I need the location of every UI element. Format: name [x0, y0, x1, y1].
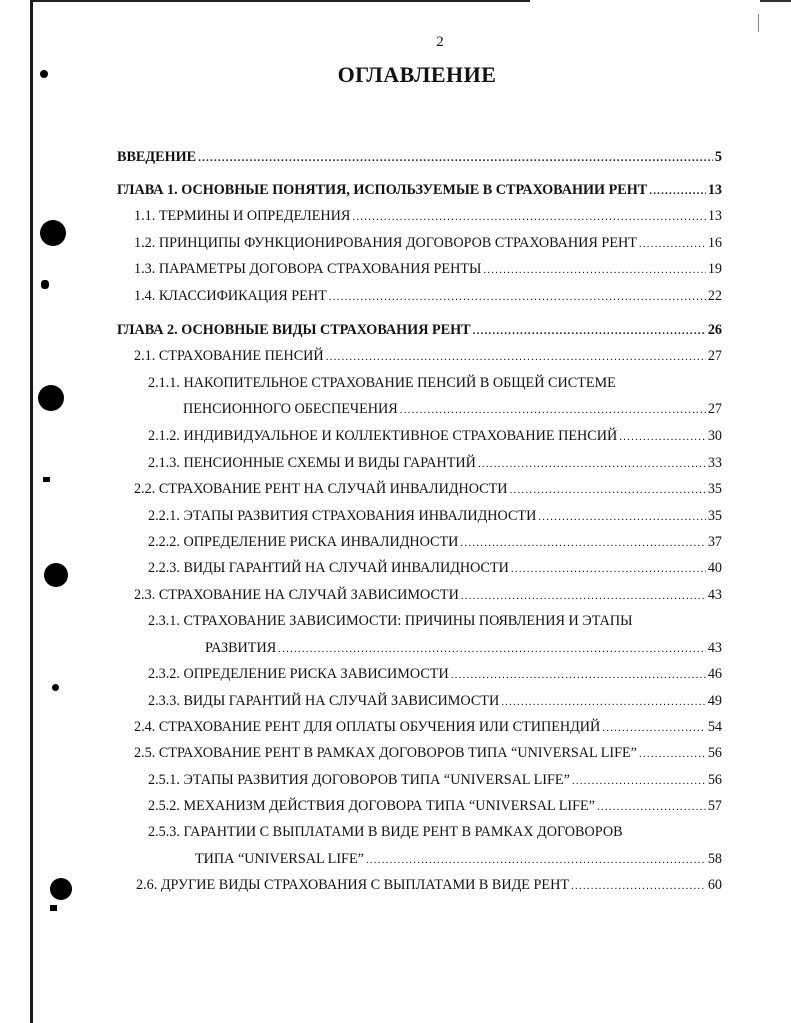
page-number: 2 — [436, 34, 444, 50]
toc-page: 49 — [707, 693, 722, 709]
toc-page: 27 — [707, 401, 722, 417]
toc-page: 40 — [707, 560, 722, 576]
toc-label: 2.5. СТРАХОВАНИЕ РЕНТ В РАМКАХ ДОГОВОРОВ ТИПА “UNIVERSAL LIFE” — [134, 745, 637, 761]
toc-label: 2.2.3. ВИДЫ ГАРАНТИЙ НА СЛУЧАЙ ИНВАЛИДНОСТИ — [148, 560, 509, 576]
toc-entry-chapter-1 — [117, 181, 722, 200]
toc-entry-1-3 — [134, 260, 722, 279]
toc-label: 2.1.3. ПЕНСИОННЫЕ СХЕМЫ И ВИДЫ ГАРАНТИЙ — [148, 455, 476, 471]
toc-leader — [511, 560, 706, 578]
scan-speck — [50, 905, 57, 911]
toc-label: ВВЕДЕНИЕ — [117, 149, 197, 165]
page-title: ОГЛАВЛЕНИЕ — [337, 62, 497, 87]
scan-edge-left — [30, 0, 33, 1023]
toc-entry-2-3 — [134, 586, 722, 605]
toc-label: 2.1.2. ИНДИВИДУАЛЬНОЕ И КОЛЛЕКТИВНОЕ СТРАХОВАНИЕ ПЕНСИЙ — [148, 428, 618, 444]
toc-entry-2-1-3 — [148, 454, 722, 473]
scan-mark-right — [758, 14, 759, 32]
toc-page: 26 — [707, 322, 722, 338]
toc-page: 30 — [707, 428, 722, 444]
punch-hole — [50, 878, 72, 900]
toc-label: 2.3.3. ВИДЫ ГАРАНТИЙ НА СЛУЧАЙ ЗАВИСИМОСТИ — [148, 693, 500, 709]
toc-page: 56 — [707, 772, 722, 788]
toc-label: 2.1. СТРАХОВАНИЕ ПЕНСИЙ — [134, 348, 324, 364]
toc-page: 22 — [707, 288, 722, 304]
toc-leader — [460, 534, 705, 552]
toc-page: 57 — [707, 798, 722, 814]
toc-page: 27 — [707, 348, 722, 364]
toc-entry-1-4 — [134, 287, 722, 306]
toc-leader — [571, 877, 706, 895]
toc-page: 58 — [707, 851, 722, 867]
toc-page: 33 — [707, 455, 722, 471]
toc-leader — [473, 322, 706, 340]
toc-label: 1.3. ПАРАМЕТРЫ ДОГОВОРА СТРАХОВАНИЯ РЕНТЫ — [134, 261, 482, 277]
toc-leader — [510, 481, 706, 499]
toc-page: 60 — [707, 877, 722, 893]
toc-entry-2-1 — [134, 347, 722, 366]
toc-page: 46 — [707, 666, 722, 682]
scan-speck — [52, 684, 59, 691]
toc-page: 19 — [707, 261, 722, 277]
toc-leader — [538, 508, 705, 526]
toc-leader — [619, 428, 706, 446]
toc-page: 13 — [707, 182, 722, 198]
toc-page: 43 — [707, 640, 722, 656]
toc-leader — [400, 401, 706, 419]
toc-page: 56 — [707, 745, 722, 761]
toc-label: 2.2. СТРАХОВАНИЕ РЕНТ НА СЛУЧАЙ ИНВАЛИДНОСТИ — [134, 481, 508, 497]
toc-leader — [597, 798, 706, 816]
toc-entry-2-2-3 — [148, 559, 722, 578]
toc-label: 1.1. ТЕРМИНЫ И ОПРЕДЕЛЕНИЯ — [134, 208, 351, 224]
toc-leader — [639, 235, 706, 253]
toc-leader — [366, 851, 706, 869]
toc-leader — [649, 182, 706, 200]
toc-entry-2-5-1 — [148, 771, 722, 790]
toc-label: ТИПА “UNIVERSAL LIFE” — [195, 851, 364, 867]
toc-entry-2-2 — [134, 480, 722, 499]
toc-entry-2-1-1-line1: 2.1.1. НАКОПИТЕЛЬНОЕ СТРАХОВАНИЕ ПЕНСИЙ В ОБЩЕЙ СИСТЕМЕ — [148, 375, 616, 391]
toc-entry-2-4 — [134, 718, 722, 737]
toc-label: 2.3.2. ОПРЕДЕЛЕНИЕ РИСКА ЗАВИСИМОСТИ — [148, 666, 449, 682]
toc-page: 35 — [707, 481, 722, 497]
toc-label: 2.2.2. ОПРЕДЕЛЕНИЕ РИСКА ИНВАЛИДНОСТИ — [148, 534, 459, 550]
toc-page: 54 — [707, 719, 722, 735]
scan-edge-top — [30, 0, 530, 2]
toc-entry-2-2-1 — [148, 507, 722, 526]
toc-leader — [483, 261, 705, 279]
toc-label: 1.4. КЛАССИФИКАЦИЯ РЕНТ — [134, 288, 327, 304]
toc-page: 16 — [707, 235, 722, 251]
toc-label: 2.5.2. МЕХАНИЗМ ДЕЙСТВИЯ ДОГОВОРА ТИПА “UNIVERSAL LIFE” — [148, 798, 595, 814]
toc-entry-2-5 — [134, 744, 722, 763]
toc-leader — [639, 745, 706, 763]
toc-leader — [198, 149, 713, 167]
toc-entry-2-3-2 — [148, 665, 722, 684]
toc-leader — [329, 288, 706, 306]
toc-entry-2-3-3 — [148, 692, 722, 711]
toc-label: 2.6. ДРУГИЕ ВИДЫ СТРАХОВАНИЯ С ВЫПЛАТАМИ В ВИДЕ РЕНТ — [136, 877, 569, 893]
toc-label: 2.5.1. ЭТАПЫ РАЗВИТИЯ ДОГОВОРОВ ТИПА “UNIVERSAL LIFE” — [148, 772, 570, 788]
toc-label: РАЗВИТИЯ — [205, 640, 277, 656]
toc-entry-2-6 — [136, 876, 722, 895]
toc-leader — [478, 455, 706, 473]
toc-entry-2-3-1-line1: 2.3.1. СТРАХОВАНИЕ ЗАВИСИМОСТИ: ПРИЧИНЫ ПОЯВЛЕНИЯ И ЭТАПЫ — [148, 613, 633, 629]
toc-leader — [278, 640, 706, 658]
toc-page: 37 — [707, 534, 722, 550]
scan-speck — [41, 280, 49, 289]
toc-leader — [461, 587, 706, 605]
toc-entry-2-3-1 — [205, 639, 722, 658]
scan-speck — [43, 477, 50, 482]
toc-leader — [602, 719, 706, 737]
toc-leader — [501, 693, 706, 711]
toc-page: 43 — [707, 587, 722, 603]
toc-label: ПЕНСИОННОГО ОБЕСПЕЧЕНИЯ — [183, 401, 398, 417]
toc-entry-2-5-2 — [148, 797, 722, 816]
toc-entry-chapter-2 — [117, 321, 722, 340]
toc-entry-2-5-3-line1: 2.5.3. ГАРАНТИИ С ВЫПЛАТАМИ В ВИДЕ РЕНТ В РАМКАХ ДОГОВОРОВ — [148, 824, 623, 840]
toc-label: 2.3. СТРАХОВАНИЕ НА СЛУЧАЙ ЗАВИСИМОСТИ — [134, 587, 459, 603]
toc-entry-intro — [117, 148, 722, 167]
toc-leader — [352, 208, 705, 226]
toc-page: 35 — [707, 508, 722, 524]
toc-entry-2-1-2 — [148, 427, 722, 446]
punch-hole — [40, 220, 66, 246]
punch-hole — [38, 385, 64, 411]
toc-leader — [451, 666, 706, 684]
toc-entry-1-1 — [134, 207, 722, 226]
toc-label: 1.2. ПРИНЦИПЫ ФУНКЦИОНИРОВАНИЯ ДОГОВОРОВ СТРАХОВАНИЯ РЕНТ — [134, 235, 637, 251]
toc-label: 2.2.1. ЭТАПЫ РАЗВИТИЯ СТРАХОВАНИЯ ИНВАЛИДНОСТИ — [148, 508, 537, 524]
toc-leader — [326, 348, 706, 366]
scan-edge-top-right — [760, 0, 791, 2]
toc-leader — [572, 772, 706, 790]
punch-hole — [44, 563, 68, 587]
toc-page: 13 — [707, 208, 722, 224]
toc-label: ГЛАВА 2. ОСНОВНЫЕ ВИДЫ СТРАХОВАНИЯ РЕНТ — [117, 322, 471, 338]
toc-entry-2-5-3 — [195, 850, 722, 869]
toc-entry-2-2-2 — [148, 533, 722, 552]
toc-label: ГЛАВА 1. ОСНОВНЫЕ ПОНЯТИЯ, ИСПОЛЬЗУЕМЫЕ В СТРАХОВАНИИ РЕНТ — [117, 182, 648, 198]
toc-page: 5 — [714, 149, 722, 165]
toc-entry-1-2 — [134, 234, 722, 253]
toc-entry-2-1-1 — [183, 400, 722, 419]
toc-label: 2.4. СТРАХОВАНИЕ РЕНТ ДЛЯ ОПЛАТЫ ОБУЧЕНИЯ ИЛИ СТИПЕНДИЙ — [134, 719, 601, 735]
